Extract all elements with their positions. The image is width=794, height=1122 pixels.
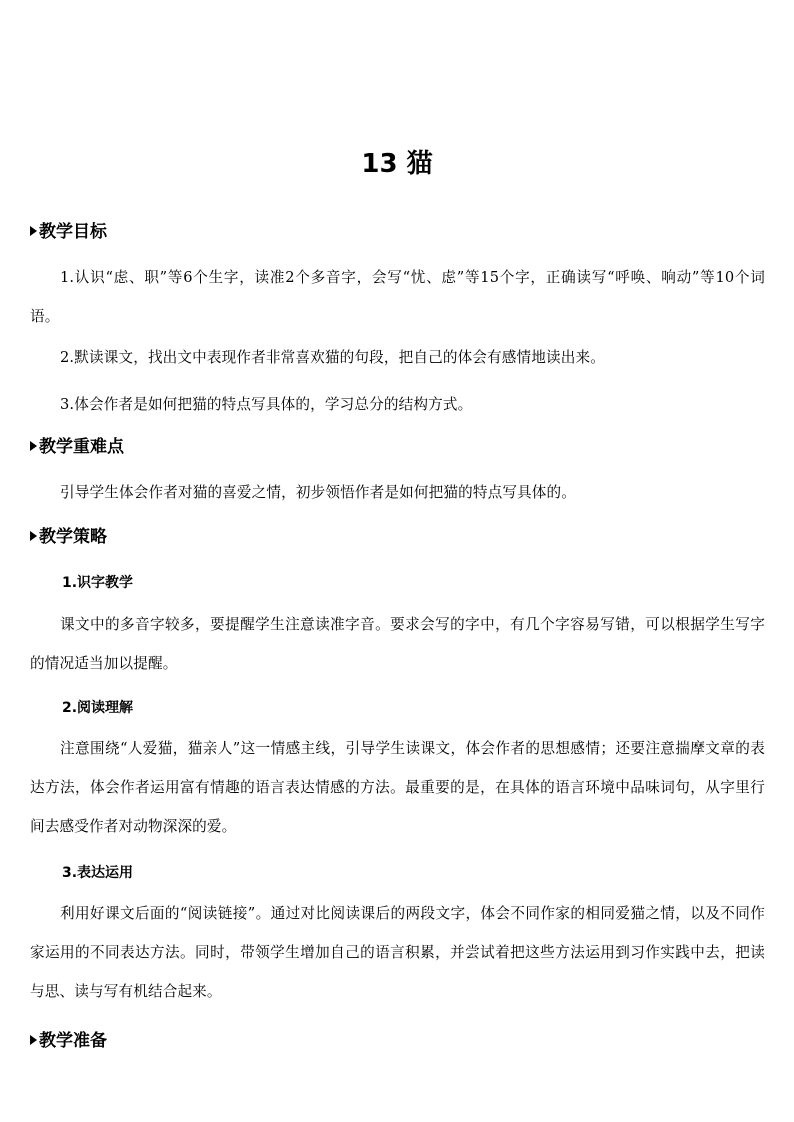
section-heading-text: 教学重难点 [39,437,124,457]
literacy-paragraph: 课文中的多音字较多，要提醒学生注意读准字音。要求会写的字中，有几个字容易写错，可以根据学生写字的情况适当加以提醒。 [30,616,765,672]
triangle-bullet-icon [30,531,37,541]
objective-paragraph-1: 1.认识“虑、职”等6个生字，读准2个多音字，会写“忧、虑”等15个字，正确读写“呼唤、响动”等10个词语。 [30,269,765,325]
section-heading-key-points [30,435,124,459]
triangle-bullet-icon [30,1035,37,1045]
triangle-bullet-icon [30,441,37,451]
reading-paragraph: 注意围绕“人爱猫，猫亲人”这一情感主线，引导学生读课文，体会作者的思想感情；还要注意揣摩文章的表达方法，体会作者运用富有情趣的语言表达情感的方法。最重要的是，在具体的语言环境中品味词句，从字里行间去感受作者对动物深深的爱。 [30,740,765,835]
expression-paragraph: 利用好课文后面的“阅读链接”。通过对比阅读课后的两段文字，体会不同作家的相同爱猫之情，以及不同作家运用的不同表达方法。同时，带领学生增加自己的语言积累，并尝试着把这些方法运用到习作实践中去，把读与思、读与写有机结合起来。 [30,905,765,1000]
subsection-heading-literacy: 1.识字教学 [62,575,134,591]
section-heading-text: 教学目标 [39,222,107,242]
lesson-title: 13 猫 [361,149,433,179]
section-heading-strategies [30,525,107,549]
key-points-paragraph: 引导学生体会作者对猫的喜爱之情，初步领悟作者是如何把猫的特点写具体的。 [60,484,577,501]
subsection-heading-reading: 2.阅读理解 [62,700,134,716]
subsection-heading-expression: 3.表达运用 [62,865,134,881]
triangle-bullet-icon [30,226,37,236]
section-heading-objectives [30,220,107,244]
objective-paragraph-3: 3.体会作者是如何把猫的特点写具体的，学习总分的结构方式。 [60,396,473,413]
section-heading-text: 教学策略 [39,527,107,547]
objective-paragraph-2: 2.默读课文，找出文中表现作者非常喜欢猫的句段，把自己的体会有感情地读出来。 [60,349,606,366]
section-heading-preparation [30,1029,107,1053]
section-heading-text: 教学准备 [39,1031,107,1051]
